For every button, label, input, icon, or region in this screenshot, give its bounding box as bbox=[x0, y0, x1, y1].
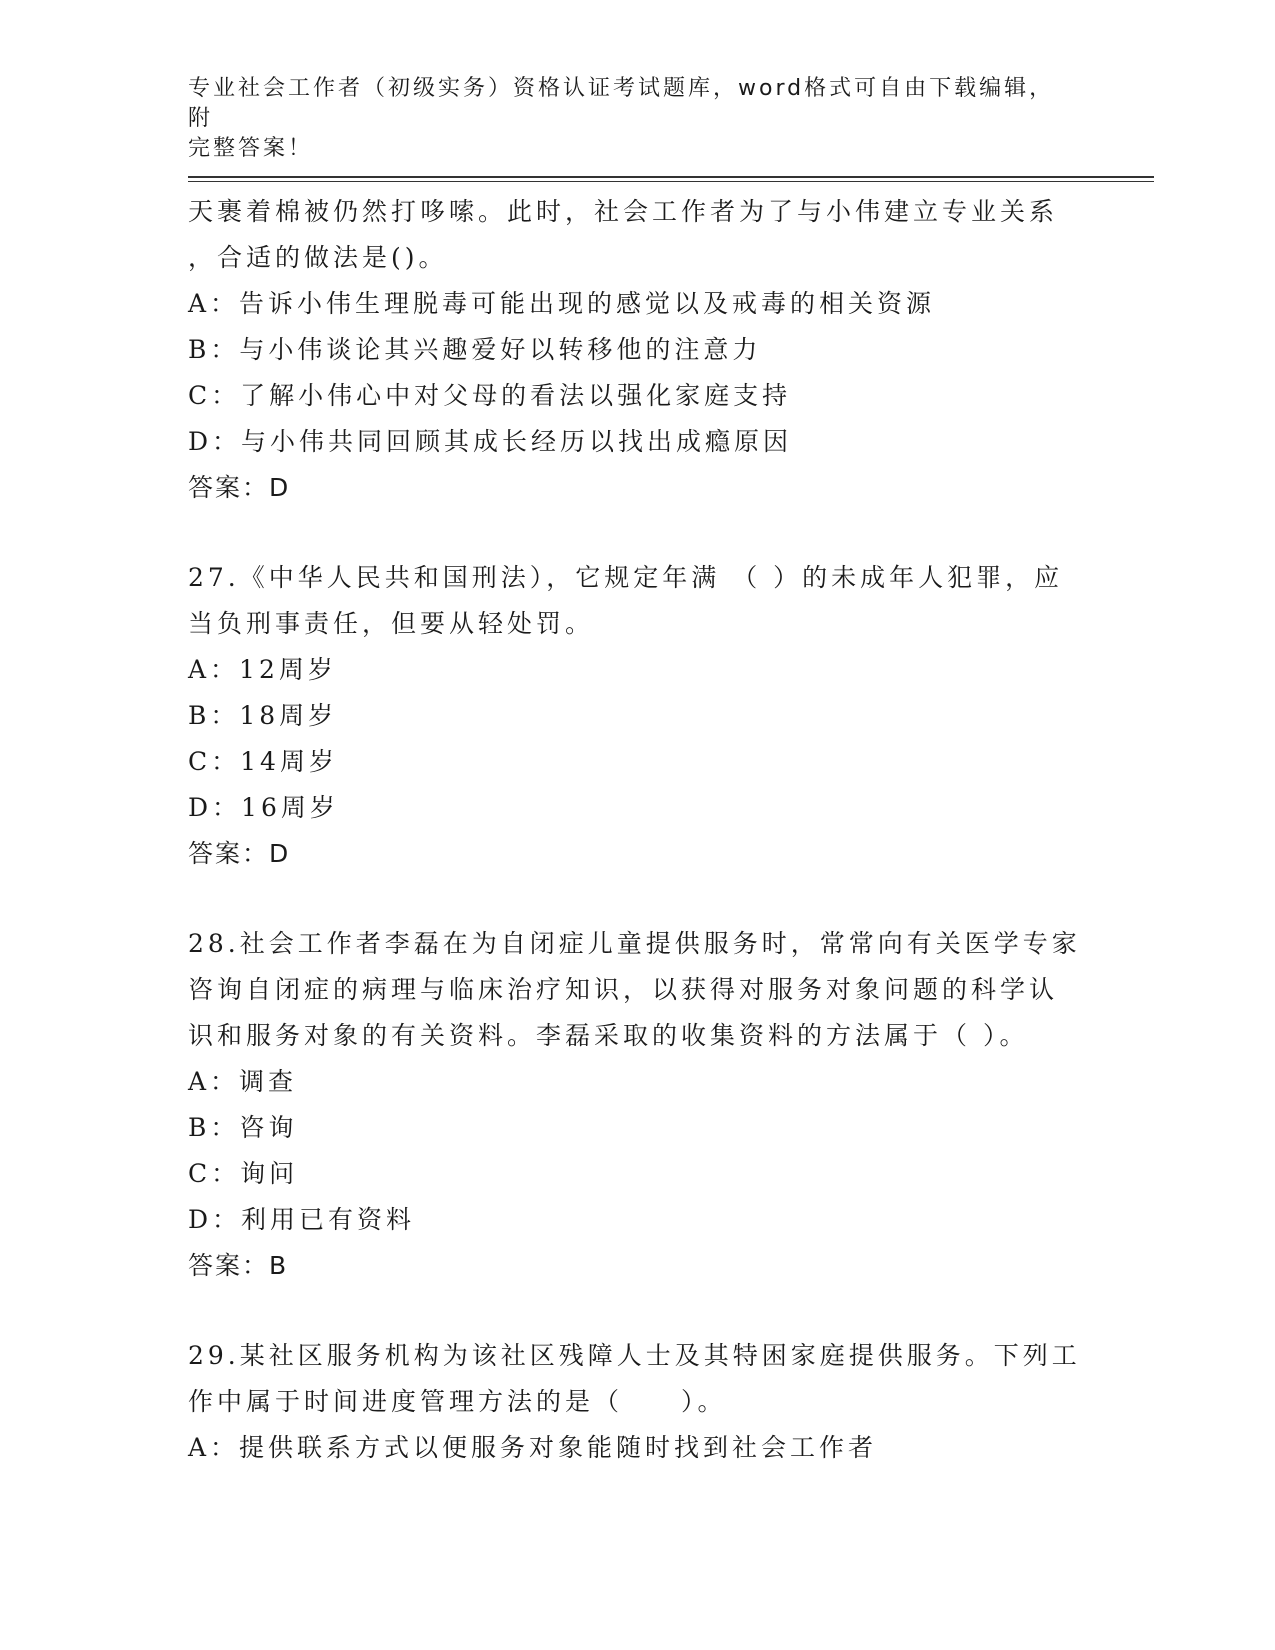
question-stem-line: 27.《中华人民共和国刑法），它规定年满 （ ）的未成年人犯罪，应 bbox=[188, 563, 1064, 592]
question-stem-line: 识和服务对象的有关资料。李磊采取的收集资料的方法属于（ ）。 bbox=[188, 1021, 1029, 1050]
question-stem-line: 咨询自闭症的病理与临床治疗知识，以获得对服务对象问题的科学认 bbox=[188, 975, 1059, 1004]
option-d: D：与小伟共同回顾其成长经历以找出成瘾原因 bbox=[188, 427, 793, 456]
question-29 bbox=[188, 1333, 1088, 1471]
question-stem-line: 29.某社区服务机构为该社区残障人士及其特困家庭提供服务。下列工 bbox=[188, 1341, 1081, 1370]
option-a: A：告诉小伟生理脱毒可能出现的感觉以及戒毒的相关资源 bbox=[188, 289, 936, 318]
option-a: A：提供联系方式以便服务对象能随时找到社会工作者 bbox=[188, 1433, 878, 1462]
option-c: C：了解小伟心中对父母的看法以强化家庭支持 bbox=[188, 381, 792, 410]
question-28 bbox=[188, 921, 1088, 1289]
option-a: A：调查 bbox=[188, 1067, 298, 1096]
question-stem-line: 作中属于时间进度管理方法的是（ ）。 bbox=[188, 1387, 727, 1416]
option-b: B：与小伟谈论其兴趣爱好以转移他的注意力 bbox=[188, 335, 762, 364]
option-b: B：咨询 bbox=[188, 1113, 298, 1142]
option-c: C：14周岁 bbox=[188, 747, 338, 776]
option-a: A：12周岁 bbox=[188, 655, 337, 684]
answer-label: 答案：D bbox=[188, 473, 291, 502]
option-d: D：利用已有资料 bbox=[188, 1205, 416, 1234]
document-header bbox=[188, 74, 1068, 164]
question-27 bbox=[188, 555, 1088, 877]
question-stem-line: 28.社会工作者李磊在为自闭症儿童提供服务时，常常向有关医学专家 bbox=[188, 929, 1081, 958]
header-divider bbox=[188, 176, 1154, 178]
question-stem-line: 天裹着棉被仍然打哆嗦。此时，社会工作者为了与小伟建立专业关系 bbox=[188, 197, 1059, 226]
question-26 bbox=[188, 189, 1088, 511]
option-b: B：18周岁 bbox=[188, 701, 338, 730]
header-line-2: 完整答案！ bbox=[188, 136, 314, 161]
option-c: C：询问 bbox=[188, 1159, 299, 1188]
answer-label: 答案：D bbox=[188, 839, 291, 868]
header-divider-thin bbox=[188, 181, 1154, 182]
question-list bbox=[188, 189, 1088, 1471]
option-d: D：16周岁 bbox=[188, 793, 339, 822]
question-stem-line: ，合适的做法是()。 bbox=[188, 243, 448, 272]
header-line-1: 专业社会工作者（初级实务）资格认证考试题库，word格式可自由下载编辑，附 bbox=[188, 76, 1055, 131]
question-stem-line: 当负刑事责任，但要从轻处罚。 bbox=[188, 609, 595, 638]
answer-label: 答案：B bbox=[188, 1251, 289, 1280]
